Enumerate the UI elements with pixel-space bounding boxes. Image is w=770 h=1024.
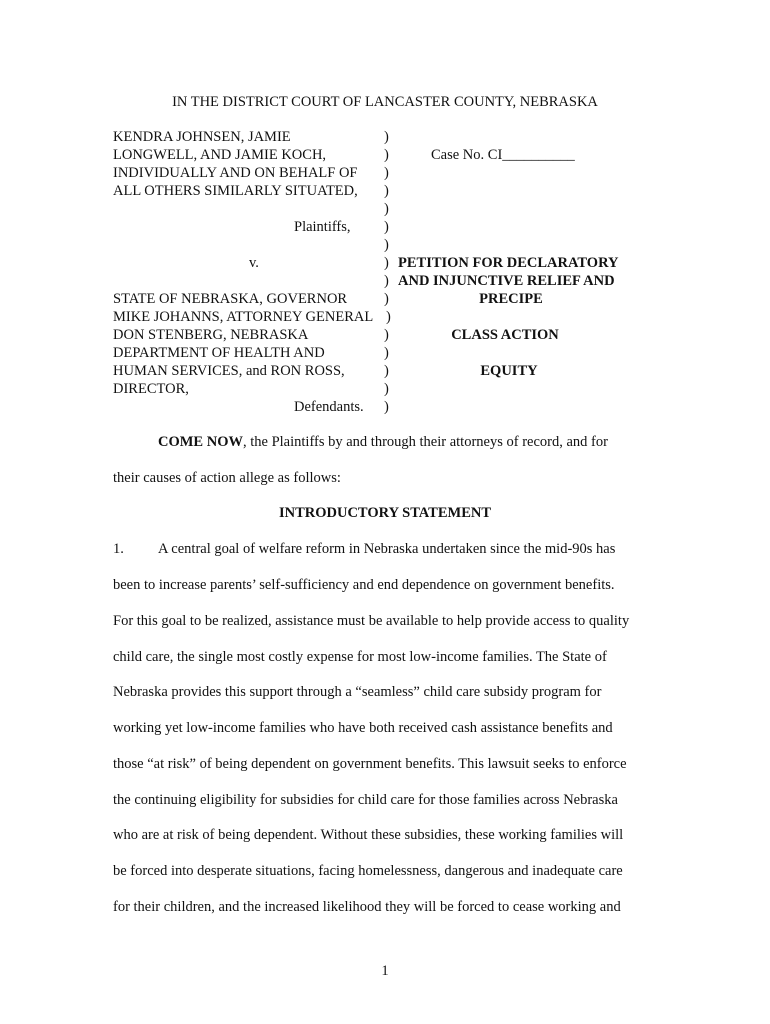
paragraph-line: Nebraska provides this support through a “seamless” child care subsidy program for [113, 684, 602, 700]
caption-paren: ) [384, 129, 389, 145]
paragraph-line: working yet low-income families who have both received cash assistance benefits and [113, 720, 613, 736]
caption-paren: ) [384, 363, 389, 379]
plaintiffs-line: LONGWELL, AND JAMIE KOCH, [113, 147, 327, 163]
paragraph-line: been to increase parents’ self-sufficiency and end dependence on government benefits. [113, 577, 615, 593]
defendants-line: DEPARTMENT OF HEALTH AND [113, 345, 325, 361]
caption-paren: ) [384, 291, 389, 307]
paragraph-line: who are at risk of being dependent. Without these subsidies, these working families will [113, 827, 624, 843]
defendants-label: Defendants. [294, 399, 364, 415]
paragraph-line: be forced into desperate situations, facing homelessness, dangerous and inadequate care [113, 863, 623, 879]
petition-title-line: PRECIPE [479, 291, 543, 307]
caption-paren: ) [384, 345, 389, 361]
defendants-line: DON STENBERG, NEBRASKA [113, 327, 309, 343]
caption-paren: ) [386, 309, 391, 325]
plaintiffs-line: KENDRA JOHNSEN, JAMIE [113, 129, 291, 145]
paragraph-line: the continuing eligibility for subsidies for child care for those families across Nebraska [113, 792, 618, 808]
versus-label: v. [249, 255, 259, 271]
paragraph-number: 1. [113, 541, 124, 557]
petition-title-line: PETITION FOR DECLARATORY [398, 255, 619, 271]
plaintiffs-label: Plaintiffs, [294, 219, 351, 235]
defendants-line: HUMAN SERVICES, and RON ROSS, [113, 363, 345, 379]
intro-line: their causes of action allege as follows: [113, 470, 341, 486]
caption-paren: ) [384, 273, 389, 289]
case-number: Case No. CI__________ [431, 147, 575, 163]
come-now-bold: COME NOW [158, 434, 243, 450]
paragraph-line: child care, the single most costly expense for most low-income families. The State of [113, 649, 607, 665]
section-heading: INTRODUCTORY STATEMENT [278, 505, 492, 521]
paragraph-line: For this goal to be realized, assistance must be available to help provide access to quality [113, 613, 630, 629]
caption-paren: ) [384, 147, 389, 163]
defendants-line: DIRECTOR, [113, 381, 189, 397]
equity-label: EQUITY [480, 363, 538, 379]
caption-paren: ) [384, 237, 389, 253]
caption-paren: ) [384, 183, 389, 199]
defendants-line: MIKE JOHANNS, ATTORNEY GENERAL [113, 309, 374, 325]
caption-paren: ) [384, 381, 389, 397]
caption-paren: ) [384, 201, 389, 217]
paragraph-line: for their children, and the increased likelihood they will be forced to cease working and [113, 899, 621, 915]
caption-paren: ) [384, 165, 389, 181]
paragraph-line: those “at risk” of being dependent on government benefits. This lawsuit seeks to enforce [113, 756, 627, 772]
come-now-rest: , the Plaintiffs by and through their attorneys of record, and for [242, 434, 608, 450]
caption-paren: ) [384, 327, 389, 343]
paragraph-line: A central goal of welfare reform in Nebraska undertaken since the mid-90s has [158, 541, 616, 557]
caption-paren: ) [384, 399, 389, 415]
caption-paren: ) [384, 255, 389, 271]
come-now-line [158, 433, 608, 451]
plaintiffs-line: INDIVIDUALLY AND ON BEHALF OF [113, 165, 358, 181]
plaintiffs-line: ALL OTHERS SIMILARLY SITUATED, [113, 183, 358, 199]
class-action-label: CLASS ACTION [451, 327, 559, 343]
caption-paren: ) [384, 219, 389, 235]
petition-title-line: AND INJUNCTIVE RELIEF AND [398, 273, 615, 289]
defendants-line: STATE OF NEBRASKA, GOVERNOR [113, 291, 348, 307]
page-number: 1 [381, 963, 389, 979]
court-heading: IN THE DISTRICT COURT OF LANCASTER COUNTY, NEBRASKA [172, 94, 598, 110]
